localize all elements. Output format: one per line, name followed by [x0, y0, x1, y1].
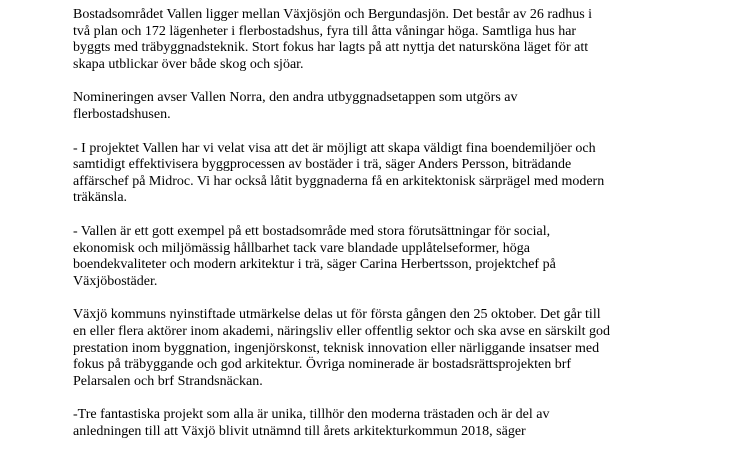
text-line: skapa utblickar över både skog och sjöar. [73, 56, 304, 72]
paragraph-quote-closing [73, 407, 693, 440]
text-line: en eller flera aktörer inom akademi, näringsliv eller offentlig sektor och ska avse en särskilt god [73, 323, 611, 339]
paragraph-award [73, 307, 693, 390]
text-line: samtidigt effektivisera byggprocessen av bostäder i trä, säger Anders Persson, biträdande [73, 157, 572, 173]
text-line: -Tre fantastiska projekt som alla är unika, tillhör den moderna trästaden och är del av [73, 407, 550, 423]
paragraph-vallen-description [73, 7, 693, 73]
text-line: Växjöbostäder. [73, 273, 158, 289]
text-line: träkänsla. [73, 190, 128, 206]
text-line: Växjö kommuns nyinstiftade utmärkelse delas ut för första gången den 25 oktober. Det går till [73, 307, 601, 323]
text-line: anledningen till att Växjö blivit utnämnd till årets arkitekturkommun 2018, säger [73, 423, 526, 439]
document-page [73, 7, 693, 457]
text-line: - I projektet Vallen har vi velat visa att det är möjligt att skapa väldigt fina boendemiljöer och [73, 140, 596, 156]
text-line: Pelarsalen och brf Strandsnäckan. [73, 373, 263, 389]
text-line: Bostadsområdet Vallen ligger mellan Växjösjön och Bergundasjön. Det består av 26 radhus i [73, 7, 593, 22]
text-line: boendekvaliteter och modern arkitektur i trä, säger Carina Herbertsson, projektchef på [73, 257, 556, 273]
paragraph-quote-herbertsson [73, 224, 693, 290]
paragraph-quote-persson [73, 141, 693, 207]
text-line: fokus på träbyggande och god arkitektur. Övriga nominerade är bostadsrättsprojekten brf [73, 357, 572, 373]
text-line: flerbostadshusen. [73, 106, 171, 122]
text-line: två plan och 172 lägenheter i flerbostadshus, fyra till åtta våningar höga. Samtliga hus har [73, 23, 577, 39]
text-line: Nomineringen avser Vallen Norra, den andra utbyggnadsetappen som utgörs av [73, 90, 518, 106]
paragraph-nomination [73, 90, 693, 123]
text-line: affärschef på Midroc. Vi har också låtit byggnaderna få en arkitektonisk särprägel med modern [73, 173, 605, 189]
text-line: ekonomisk och miljömässig hållbarhet tack vare blandade upplåtelseformer, höga [73, 240, 531, 256]
text-line: byggts med träbyggnadsteknik. Stort fokus har lagts på att nyttja det natursköna läget för att [73, 40, 589, 56]
text-line: prestation inom byggnation, ingenjörskonst, teknisk innovation eller närliggande insatser med [73, 340, 600, 356]
text-line: - Vallen är ett gott exempel på ett bostadsområde med stora förutsättningar för social, [73, 223, 551, 239]
